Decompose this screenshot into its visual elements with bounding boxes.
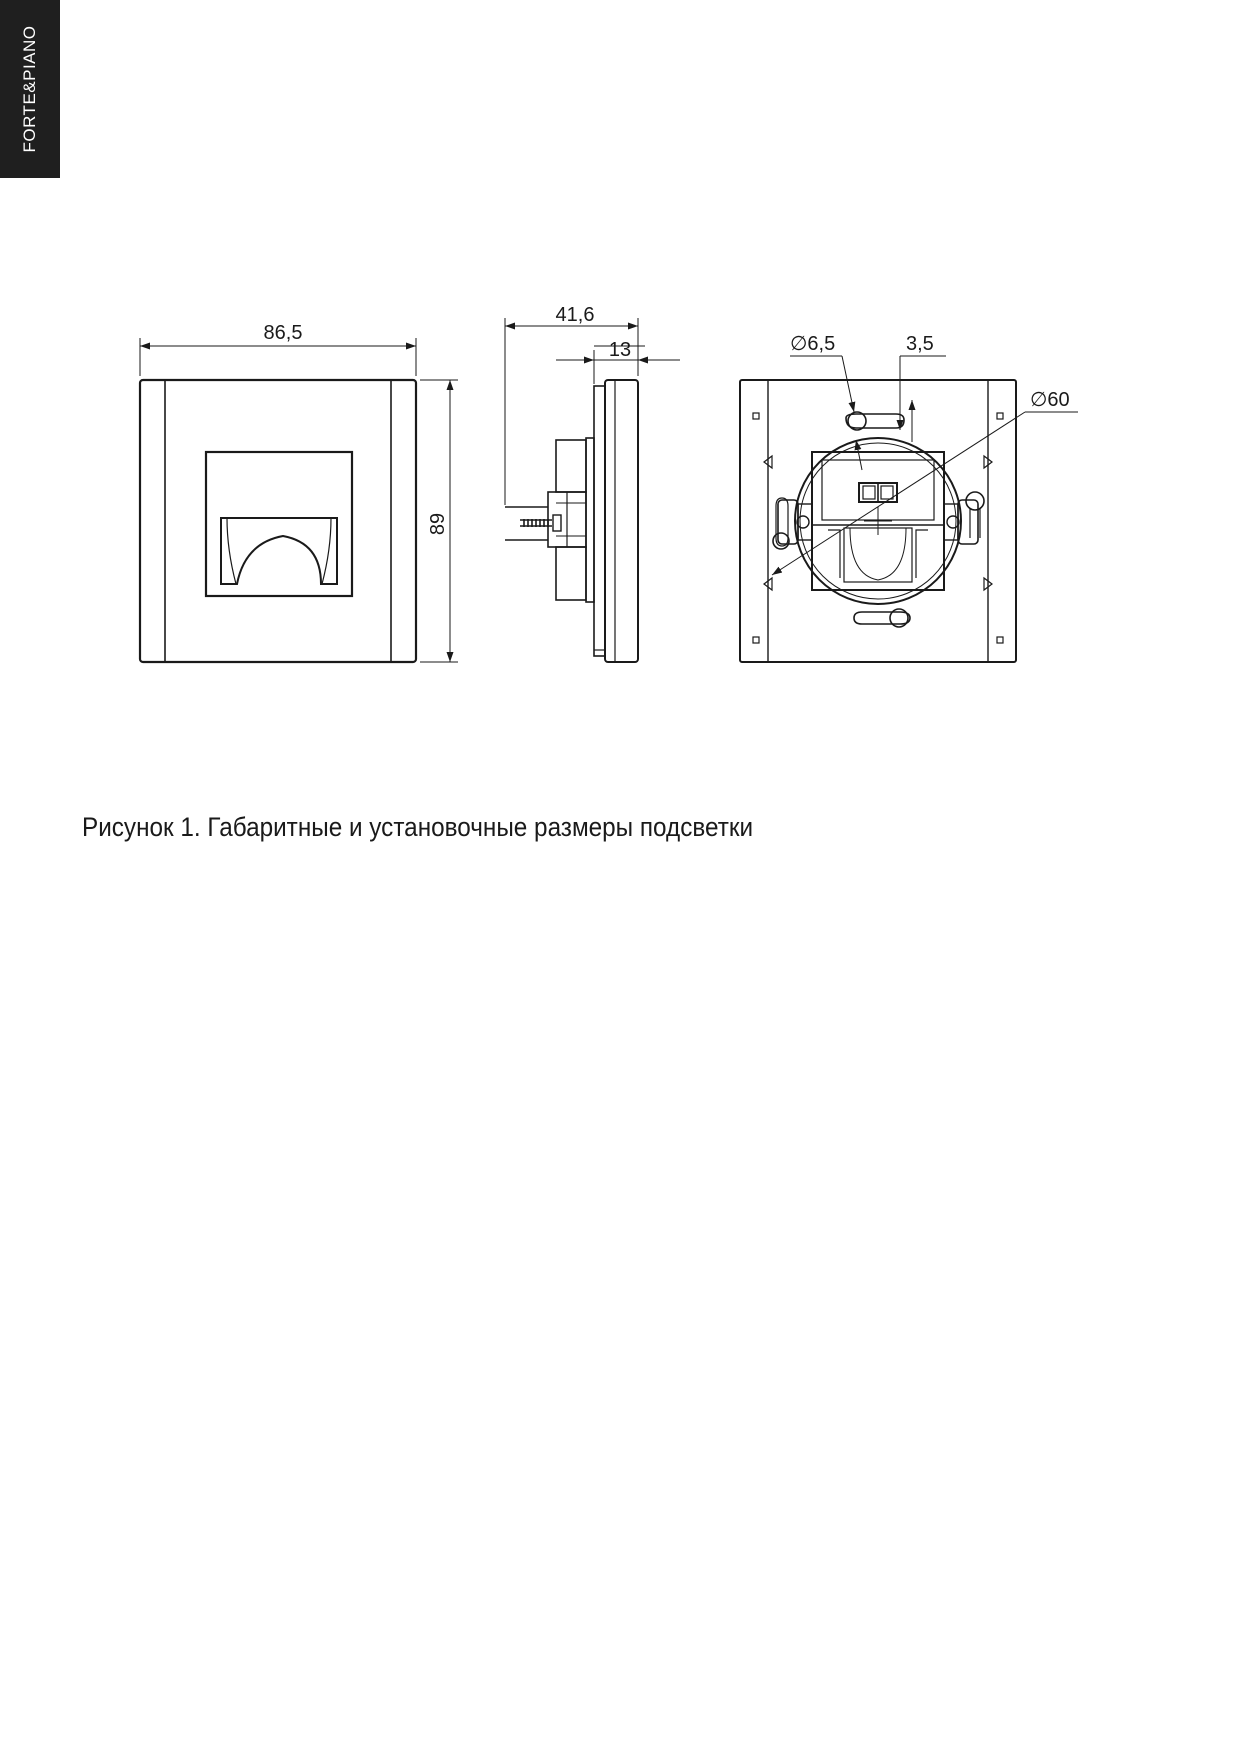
side-body-lower bbox=[556, 547, 586, 600]
offset-dimension-label: 3,5 bbox=[906, 333, 934, 355]
hole-diameter-label: ∅6,5 bbox=[790, 333, 836, 355]
side-plate bbox=[594, 386, 605, 656]
front-frame bbox=[140, 380, 416, 662]
side-view bbox=[505, 318, 680, 662]
frame-depth-dimension-label: 13 bbox=[608, 339, 632, 361]
side-body-upper bbox=[556, 440, 586, 492]
box-diameter-line bbox=[772, 412, 1025, 575]
side-back-plate bbox=[586, 438, 594, 602]
box-diameter-label: ∅60 bbox=[1030, 389, 1070, 411]
side-front-frame bbox=[605, 380, 638, 662]
front-light-opening bbox=[221, 518, 337, 584]
depth-dimension-label: 41,6 bbox=[555, 304, 595, 326]
front-light-inner-curve bbox=[227, 518, 331, 584]
bottom-screw-slot bbox=[854, 612, 910, 624]
top-screw-slot bbox=[846, 414, 904, 428]
hole-diameter-leader bbox=[842, 356, 854, 412]
side-screw bbox=[520, 519, 552, 527]
technical-drawing bbox=[0, 0, 1241, 760]
brand-logo-text: FORTE&PIANO bbox=[20, 25, 39, 153]
width-dimension-label: 86,5 bbox=[263, 322, 303, 344]
front-light-housing bbox=[206, 452, 352, 596]
front-view bbox=[140, 338, 458, 662]
figure-caption: Рисунок 1. Габаритные и установочные размеры подсветки bbox=[82, 812, 754, 842]
height-dimension-label: 89 bbox=[427, 512, 449, 536]
back-view bbox=[740, 356, 1078, 662]
